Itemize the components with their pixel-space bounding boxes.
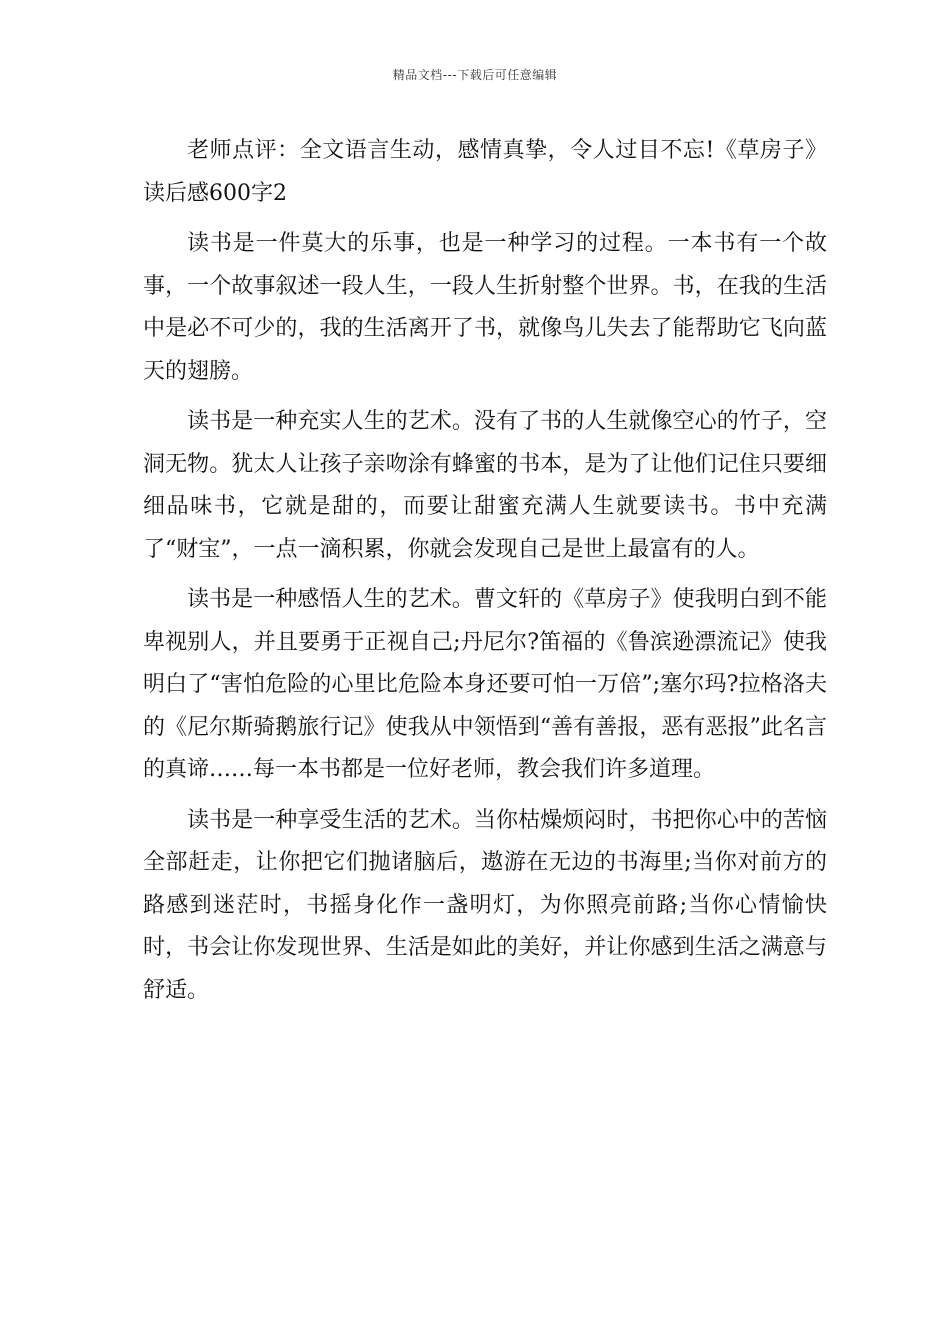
- paragraph-3: 读书是一种感悟人生的艺术。曹文轩的《草房子》使我明白到不能卑视别人，并且要勇于正视自己;丹尼尔?笛福的《鲁滨逊漂流记》使我明白了“害怕危险的心里比危险本身还要可怕一万倍”;塞尔玛?拉格洛夫的《尼尔斯骑鹅旅行记》使我从中领悟到“善有善报，恶有恶报”此名言的真谛……每一本书都是一位好老师，教会我们许多道理。: [143, 587, 827, 782]
- paragraph-teacher-comment: 老师点评：全文语言生动，感情真挚，令人过目不忘!《草房子》读后感600字2: [143, 138, 827, 206]
- article-body: [143, 130, 827, 1020]
- paragraph-2: 读书是一种充实人生的艺术。没有了书的人生就像空心的竹子，空洞无物。犹太人让孩子亲吻涂有蜂蜜的书本，是为了让他们记住只要细细品味书，它就是甜的，而要让甜蜜充满人生就要读书。书中充满了“财宝”，一点一滴积累，你就会发现自己是世上最富有的人。: [143, 409, 827, 562]
- paragraph-1: 读书是一件莫大的乐事，也是一种学习的过程。一本书有一个故事，一个故事叙述一段人生，一段人生折射整个世界。书，在我的生活中是必不可少的，我的生活离开了书，就像鸟儿失去了能帮助它飞向蓝天的翅膀。: [143, 231, 827, 384]
- paragraph-4: 读书是一种享受生活的艺术。当你枯燥烦闷时，书把你心中的苦恼全部赶走，让你把它们抛诸脑后，遨游在无边的书海里;当你对前方的路感到迷茫时，书摇身化作一盏明灯，为你照亮前路;当你心情愉快时，书会让你发现世界、生活是如此的美好，并让你感到生活之满意与舒适。: [143, 807, 827, 1003]
- page-header: 精品文档---下载后可任意编辑: [392, 68, 558, 82]
